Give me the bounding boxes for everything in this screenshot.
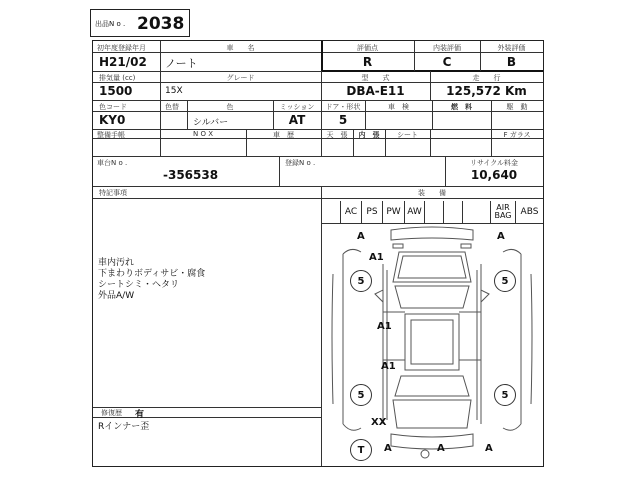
note-line: シートシミ・ヘタリ: [98, 280, 180, 290]
auction-sheet: [92, 40, 544, 467]
inspection-label: 車 検: [388, 103, 409, 111]
chassis-number-label: 車台N o .: [97, 159, 128, 167]
note-line: 車内汚れ: [98, 258, 135, 268]
damage-left-door: A1: [377, 321, 392, 332]
mileage-value: 125,572 Km: [446, 84, 527, 98]
fuel-label: 燃 料: [451, 103, 472, 111]
equip-ps: PS: [362, 201, 383, 223]
damage-rear-bumper-left: A: [384, 443, 392, 454]
damage-front-left: A: [357, 231, 365, 242]
equip-blank-1: [425, 201, 444, 223]
registration-number-label: 登録N o .: [285, 159, 316, 167]
headliner-label: 天 張: [326, 131, 348, 139]
repair-detail: Rインナー歪: [98, 422, 150, 432]
notes-label: 特記事項: [99, 189, 127, 197]
year-label: 初年度登録年月: [97, 44, 146, 52]
equip-cell-empty: [321, 201, 341, 223]
interior-grade-value: C: [442, 55, 452, 69]
mission-label: ミッション: [279, 103, 315, 111]
door-label: ドア・形状: [325, 103, 361, 111]
damage-rear-bumper-center: A: [437, 443, 445, 454]
exterior-grade-value: B: [506, 55, 517, 69]
maintenance-book-label: 整備手帳: [97, 131, 125, 139]
grade-value: 15X: [165, 86, 183, 96]
recycle-fee-value: 10,640: [470, 168, 518, 182]
spare-tire: T: [350, 439, 372, 461]
grade-label: グレード: [226, 74, 255, 82]
exterior-grade-label: 外装評価: [497, 44, 526, 52]
tire-front-left: 5: [350, 270, 372, 292]
car-diagram: [321, 224, 543, 466]
car-name-value: ノート: [165, 57, 198, 70]
mission-value: AT: [288, 113, 306, 127]
repair-history-value: 有: [135, 410, 145, 420]
equip-pw: PW: [383, 201, 405, 223]
door-value: 5: [338, 113, 348, 127]
car-history-label: 車 歴: [273, 131, 294, 139]
lot-number-label: 出品N o .: [95, 20, 126, 28]
damage-front-right: A: [497, 231, 505, 242]
lot-number-box: [90, 9, 190, 37]
damage-front-fender: A1: [369, 252, 384, 263]
notes-text: [98, 258, 205, 302]
damage-rear-xx: XX: [371, 417, 387, 428]
color-change-label: 色替: [165, 103, 179, 111]
model-label: 型 式: [361, 74, 390, 82]
color-label: 色: [226, 103, 234, 111]
damage-left-rear: A1: [381, 361, 396, 372]
damage-rear-bumper-right: A: [485, 443, 493, 454]
note-line: 外品A/W: [98, 291, 135, 301]
mileage-label: 走 行: [472, 74, 501, 82]
note-line: 下まわりボディサビ・腐食: [98, 269, 206, 279]
score-value: R: [362, 55, 373, 69]
repair-history-label: 修復歴: [101, 409, 122, 417]
interior-grade-label: 内装評価: [433, 44, 461, 52]
color-code-value: KY0: [99, 113, 126, 127]
tire-front-right: 5: [494, 270, 516, 292]
color-value: シルバー: [193, 118, 229, 128]
displacement-label: 排気量 (cc): [99, 74, 136, 82]
displacement-value: 1500: [99, 84, 133, 98]
equip-blank-3: [463, 201, 491, 223]
drive-label: 駆 動: [506, 103, 528, 111]
lot-number: 2038: [137, 14, 185, 34]
chassis-number-value: -356538: [163, 168, 219, 182]
score-label: 評価点: [357, 44, 378, 52]
front-glass-label: F ガラス: [503, 131, 531, 139]
equip-ac: AC: [341, 201, 362, 223]
seat-label: シート: [397, 131, 418, 139]
nox-label: N O X: [193, 130, 213, 138]
equip-aw: AW: [405, 201, 425, 223]
tire-rear-left: 5: [350, 384, 372, 406]
model-value: DBA-E11: [346, 84, 405, 98]
recycle-fee-label: リサイクル料金: [469, 159, 519, 167]
tire-rear-right: 5: [494, 384, 516, 406]
equipment-label: 装 備: [418, 189, 446, 197]
interior-trim-label: 内 張: [358, 131, 380, 139]
equip-airbag: AIR BAG: [491, 201, 516, 223]
equip-abs: ABS: [520, 207, 539, 217]
equip-blank-2: [444, 201, 463, 223]
car-name-label: 車 名: [226, 44, 255, 52]
year-value: H21/02: [99, 55, 147, 69]
color-code-label: 色コード: [99, 103, 127, 111]
